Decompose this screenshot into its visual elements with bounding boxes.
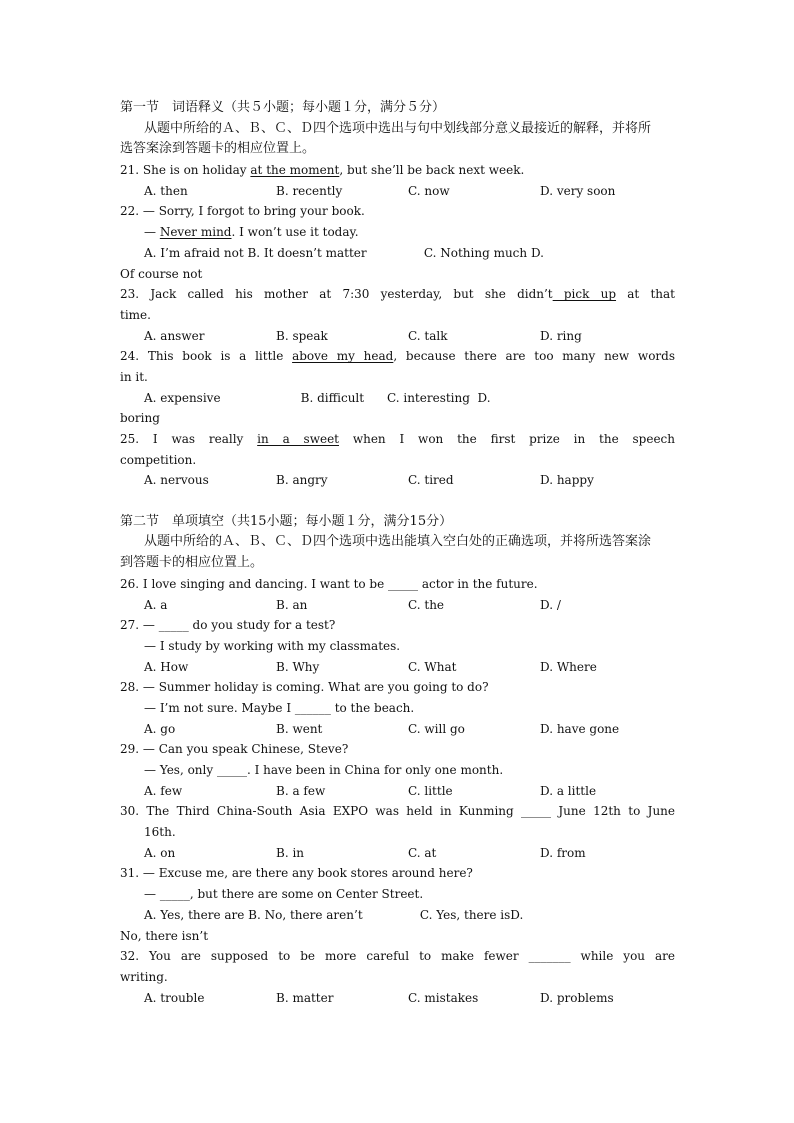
- option-d[interactable]: D. Where: [540, 659, 597, 674]
- question-31-options[interactable]: A. Yes, there are B. No, there aren’t C. Yes, there isD.: [144, 907, 524, 922]
- section-2-instruction-cont: 到答题卡的相应位置上。: [120, 555, 264, 571]
- option-c[interactable]: C. little: [408, 783, 453, 798]
- section-gap: [120, 491, 675, 512]
- underlined-phrase: pick up: [552, 287, 617, 302]
- question-23-text-end: at that: [616, 287, 675, 302]
- option-a[interactable]: A. go: [144, 721, 176, 736]
- question-24-options[interactable]: A. expensive B. difficult C. interesting D.: [144, 390, 491, 405]
- option-a[interactable]: A. a: [144, 597, 168, 612]
- underlined-phrase: above my head: [292, 349, 394, 364]
- question-23-text: 23. Jack called his mother at 7:30 yesterday, but she didn’t: [120, 287, 553, 302]
- option-d[interactable]: D. from: [540, 845, 586, 860]
- option-b[interactable]: B. in: [276, 845, 305, 860]
- option-a[interactable]: A. How: [144, 659, 189, 674]
- question-23: [120, 284, 675, 305]
- underlined-phrase: Never mind: [159, 225, 232, 240]
- question-23-wrap: time.: [120, 307, 151, 322]
- question-21-text: 21. She is on holiday: [120, 163, 251, 178]
- question-25-wrap: competition.: [120, 452, 197, 467]
- question-29-options: [120, 781, 675, 802]
- question-28: 28. — Summer holiday is coming. What are you going to do?: [120, 680, 489, 695]
- option-b[interactable]: B. angry: [276, 473, 328, 488]
- question-32: 32. You are supposed to be more careful to make fewer _______ while you are: [120, 949, 675, 964]
- question-22-reply: [120, 222, 675, 243]
- question-22: 22. — Sorry, I forgot to bring your book.: [120, 204, 365, 219]
- question-24-text-end: , because there are too many new words: [393, 349, 675, 364]
- question-32-wrap: writing.: [120, 969, 168, 984]
- section-1-title: 第一节 词语释义（共５小题；每小题１分，满分５分）: [120, 100, 446, 115]
- question-32-options: [120, 988, 675, 1009]
- question-26-options: [120, 595, 675, 616]
- option-c[interactable]: C. will go: [408, 721, 465, 736]
- option-a[interactable]: A. then: [144, 183, 188, 198]
- underlined-phrase: in a sweet: [257, 432, 339, 446]
- question-24: [120, 346, 675, 367]
- option-d[interactable]: D. very soon: [540, 183, 616, 198]
- question-26: 26. I love singing and dancing. I want to be _____ actor in the future.: [120, 576, 538, 591]
- question-24-text: 24. This book is a little: [120, 349, 293, 364]
- question-29-reply: — Yes, only _____. I have been in China for only one month.: [144, 763, 504, 777]
- option-d[interactable]: D. ring: [540, 328, 582, 343]
- question-23-options: [120, 326, 675, 347]
- question-21-options: [120, 181, 675, 202]
- question-22-option-d-wrap[interactable]: Of course not: [120, 266, 203, 281]
- option-b[interactable]: B. matter: [276, 990, 334, 1005]
- question-25: [120, 429, 675, 450]
- option-d[interactable]: D. problems: [540, 990, 614, 1005]
- section-1-instruction: 从题中所给的Ａ、Ｂ、Ｃ、Ｄ四个选项中选出与句中划线部分意义最接近的解释，并将所: [144, 120, 652, 136]
- option-b[interactable]: B. went: [276, 721, 323, 736]
- question-22-options[interactable]: A. I’m afraid not B. It doesn’t matter C. Nothing much D.: [144, 245, 544, 260]
- question-25-text: 25. I was really: [120, 432, 258, 446]
- question-27: 27. — _____ do you study for a test?: [120, 618, 336, 633]
- option-a[interactable]: A. trouble: [144, 990, 205, 1005]
- section-2-instruction: 从题中所给的Ａ、Ｂ、Ｃ、Ｄ四个选项中选出能填入空白处的正确选项，并将所选答案涂: [144, 534, 652, 550]
- option-a[interactable]: A. answer: [144, 328, 205, 343]
- question-27-options: [120, 657, 675, 678]
- option-a[interactable]: A. on: [144, 845, 176, 860]
- option-d[interactable]: D. a little: [540, 783, 597, 798]
- question-31-option-d-wrap[interactable]: No, there isn’t: [120, 928, 209, 943]
- option-d[interactable]: D. have gone: [540, 721, 620, 736]
- option-d[interactable]: D. /: [540, 597, 561, 612]
- option-d[interactable]: D. happy: [540, 473, 594, 488]
- option-b[interactable]: B. an: [276, 597, 308, 612]
- question-21: [120, 160, 675, 181]
- option-c[interactable]: C. tired: [408, 473, 454, 488]
- question-28-reply: — I’m not sure. Maybe I ______ to the beach.: [144, 700, 415, 715]
- question-31-reply: — _____, but there are some on Center Street.: [144, 887, 424, 902]
- question-21-text-end: , but she’ll be back next week.: [339, 163, 525, 178]
- question-28-options: [120, 719, 675, 740]
- option-c[interactable]: C. talk: [408, 328, 448, 343]
- section-1-instruction-cont: 选答案涂到答题卡的相应位置上。: [120, 141, 316, 157]
- question-24-wrap: in it.: [120, 369, 148, 384]
- option-a[interactable]: A. few: [144, 783, 183, 798]
- option-c[interactable]: C. at: [408, 845, 437, 860]
- question-31: 31. — Excuse me, are there any book stores around here?: [120, 866, 473, 881]
- option-c[interactable]: C. now: [408, 183, 450, 198]
- section-2-title: 第二节 单项填空（共15小题；每小题１分，满分15分）: [120, 513, 453, 529]
- option-a[interactable]: A. nervous: [144, 473, 209, 488]
- exam-page: [120, 98, 675, 1008]
- option-b[interactable]: B. recently: [276, 183, 343, 198]
- question-25-options: [120, 470, 675, 491]
- dash: —: [144, 225, 160, 240]
- option-c[interactable]: C. What: [408, 659, 457, 674]
- question-30-options: [120, 843, 675, 864]
- question-24-option-d-wrap[interactable]: boring: [120, 411, 160, 426]
- underlined-phrase: at the moment: [250, 163, 340, 178]
- question-30-wrap: 16th.: [144, 825, 176, 840]
- option-b[interactable]: B. Why: [276, 659, 320, 674]
- question-25-text-end: when I won the first prize in the speech: [339, 432, 675, 446]
- option-b[interactable]: B. a few: [276, 783, 326, 798]
- question-30: 30. The Third China-South Asia EXPO was held in Kunming _____ June 12th to June: [120, 804, 675, 819]
- question-29: 29. — Can you speak Chinese, Steve?: [120, 742, 349, 757]
- option-b[interactable]: B. speak: [276, 328, 328, 343]
- option-c[interactable]: C. the: [408, 597, 445, 612]
- question-27-reply: — I study by working with my classmates.: [144, 638, 401, 653]
- option-c[interactable]: C. mistakes: [408, 990, 479, 1005]
- question-22-reply-end: . I won’t use it today.: [231, 225, 359, 240]
